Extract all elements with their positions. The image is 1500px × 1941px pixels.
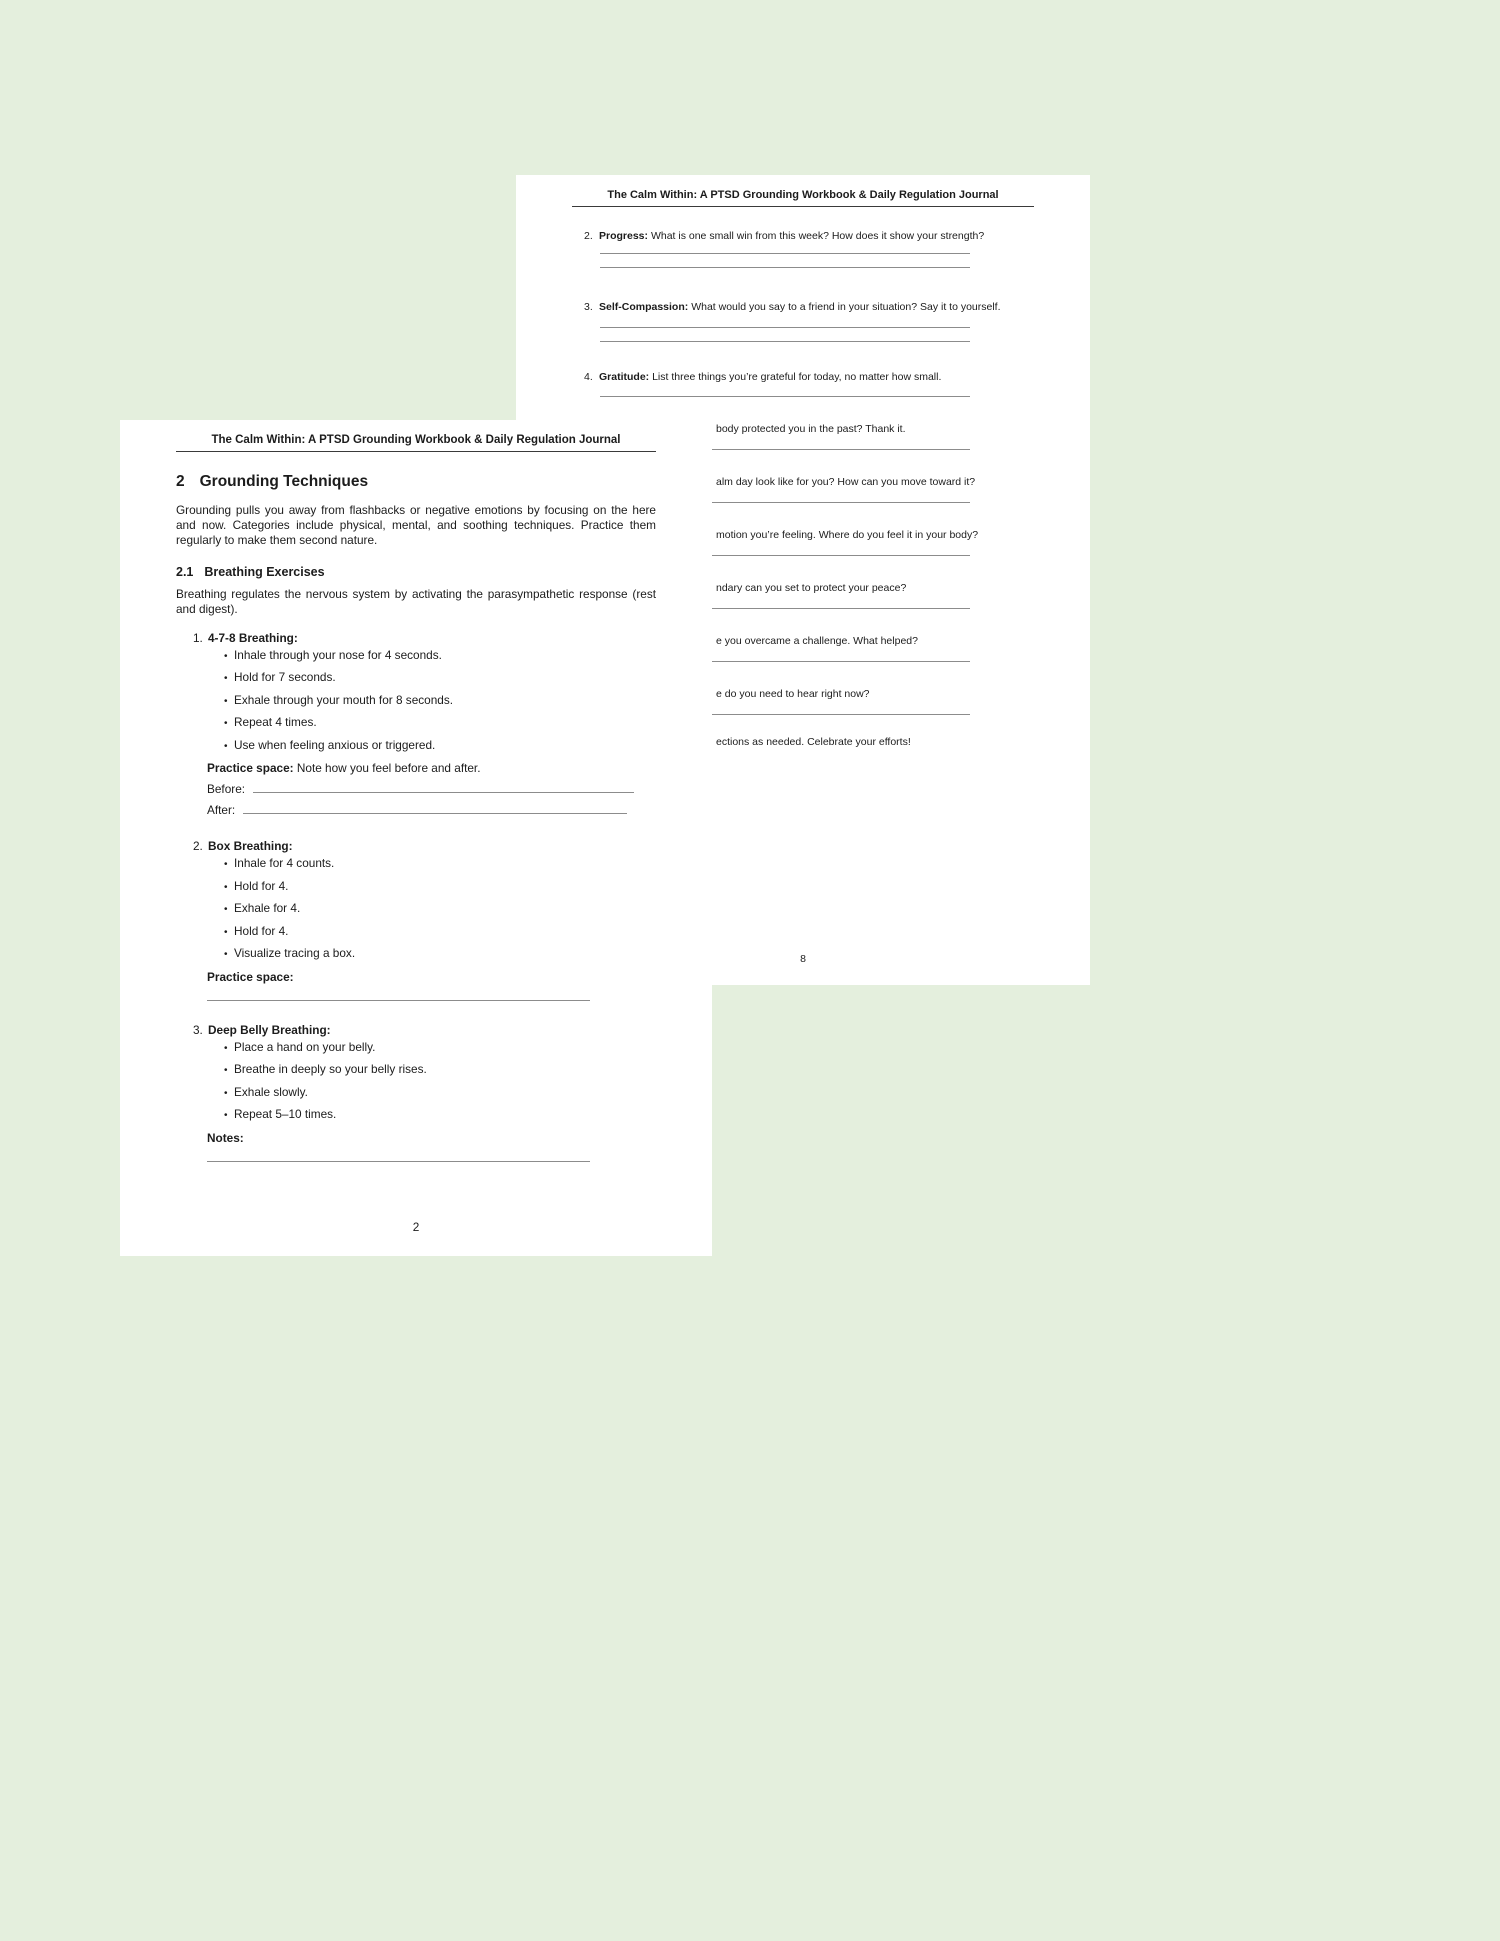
bullet-item: • Visualize tracing a box.: [224, 943, 656, 966]
prompt-text: Gratitude: List three things you’re grateful for today, no matter how small.: [599, 371, 942, 383]
exercise-item: [176, 631, 656, 818]
journal-prompt: [584, 301, 1070, 313]
answer-line: [600, 267, 970, 268]
subsection-intro-paragraph: Breathing regulates the nervous system by activating the parasympathetic response (rest and digest).: [176, 587, 656, 617]
bullet-icon: [224, 667, 234, 690]
prompt-text: Progress: What is one small win from this week? How does it show your strength?: [599, 230, 985, 242]
bullet-item: • Repeat 5–10 times.: [224, 1104, 656, 1127]
bullet-item: • Place a hand on your belly.: [224, 1037, 656, 1060]
bullet-item: • Exhale through your mouth for 8 seconds.: [224, 690, 656, 713]
after-field: [207, 796, 627, 817]
bullet-item: • Hold for 4.: [224, 921, 656, 944]
page-number: 2: [412, 1220, 420, 1234]
answer-line: [600, 341, 970, 342]
partial-prompt-text: body protected you in the past? Thank it.: [716, 423, 906, 435]
bullet-item: • Breathe in deeply so your belly rises.: [224, 1059, 656, 1082]
section-title: Grounding Techniques: [199, 473, 369, 490]
partial-prompt-text: motion you’re feeling. Where do you feel it in your body?: [716, 529, 979, 541]
bullet-icon: [224, 853, 234, 876]
bullet-icon: [224, 735, 234, 758]
section-number: 2: [176, 473, 185, 490]
subsection-heading: [176, 565, 656, 579]
partial-prompt-text: e do you need to hear right now?: [716, 688, 870, 700]
answer-line: [600, 253, 970, 254]
answer-line: [243, 804, 627, 814]
section-intro-paragraph: Grounding pulls you away from flashbacks or negative emotions by focusing on the here and now. Categories include physical, mental, and soothing techniques. Practice them regularly to make them second nature.: [176, 503, 656, 547]
bullet-item: • Repeat 4 times.: [224, 712, 656, 735]
partial-prompt-text: alm day look like for you? How can you move toward it?: [716, 476, 976, 488]
exercise-title: 3. Deep Belly Breathing:: [193, 1022, 331, 1037]
bullet-item: • Hold for 4.: [224, 876, 656, 899]
answer-line: [207, 1161, 590, 1162]
exercise-title: 2. Box Breathing:: [193, 839, 293, 854]
exercise-title: 1. 4-7-8 Breathing:: [193, 630, 298, 645]
exercise-item: [176, 839, 656, 1001]
notes-label: Notes:: [207, 1130, 244, 1145]
before-field: [207, 775, 634, 796]
after-field-label: After:: [207, 803, 236, 818]
practice-space-label: Practice space:: [207, 969, 294, 984]
exercise-item: [176, 1023, 656, 1162]
answer-line: [600, 396, 970, 397]
bullet-icon: [224, 921, 234, 944]
bullet-icon: [224, 1104, 234, 1127]
exercise-number: 3.: [193, 1022, 203, 1037]
journal-prompt: [584, 371, 1070, 383]
bullet-icon: [224, 898, 234, 921]
practice-space-label: Practice space: Note how you feel before and after.: [207, 761, 481, 776]
bullet-icon: [224, 1082, 234, 1105]
subsection-title: Breathing Exercises: [204, 565, 325, 580]
page-header: The Calm Within: A PTSD Grounding Workbook & Daily Regulation Journal: [607, 189, 999, 201]
bullet-icon: [224, 690, 234, 713]
page-number: 8: [800, 953, 806, 965]
prompt-number: 2.: [584, 230, 593, 242]
bullet-item: • Use when feeling anxious or triggered.: [224, 735, 656, 758]
header-rule: [572, 206, 1034, 207]
partial-prompt-text: e you overcame a challenge. What helped?: [716, 635, 918, 647]
partial-prompt-text: ections as needed. Celebrate your efforts!: [716, 736, 911, 748]
bullet-icon: [224, 876, 234, 899]
header-rule: [176, 451, 656, 452]
front-page: [120, 420, 712, 1256]
prompt-number: 3.: [584, 301, 593, 313]
page-header: The Calm Within: A PTSD Grounding Workbook & Daily Regulation Journal: [211, 434, 621, 446]
answer-line: [253, 783, 634, 793]
bullet-item: • Exhale slowly.: [224, 1082, 656, 1105]
bullet-item: • Exhale for 4.: [224, 898, 656, 921]
subsection-number: 2.1: [176, 565, 194, 580]
bullet-item: • Hold for 7 seconds.: [224, 667, 656, 690]
bullet-icon: [224, 1037, 234, 1060]
front-page-body: [176, 473, 656, 1162]
bullet-item: • Inhale through your nose for 4 seconds.: [224, 645, 656, 668]
partial-prompt-text: ndary can you set to protect your peace?: [716, 582, 907, 594]
prompt-text: Self-Compassion: What would you say to a friend in your situation? Say it to yourself.: [599, 301, 1001, 313]
answer-line: [600, 327, 970, 328]
answer-line: [207, 1000, 590, 1001]
bullet-icon: [224, 943, 234, 966]
exercise-number: 2.: [193, 839, 203, 854]
section-heading: [176, 473, 656, 491]
bullet-icon: [224, 1059, 234, 1082]
exercise-number: 1.: [193, 630, 203, 645]
bullet-icon: [224, 712, 234, 735]
prompt-number: 4.: [584, 371, 593, 383]
bullet-item: • Inhale for 4 counts.: [224, 853, 656, 876]
bullet-icon: [224, 645, 234, 668]
before-field-label: Before:: [207, 782, 246, 797]
journal-prompt: [584, 230, 1070, 242]
